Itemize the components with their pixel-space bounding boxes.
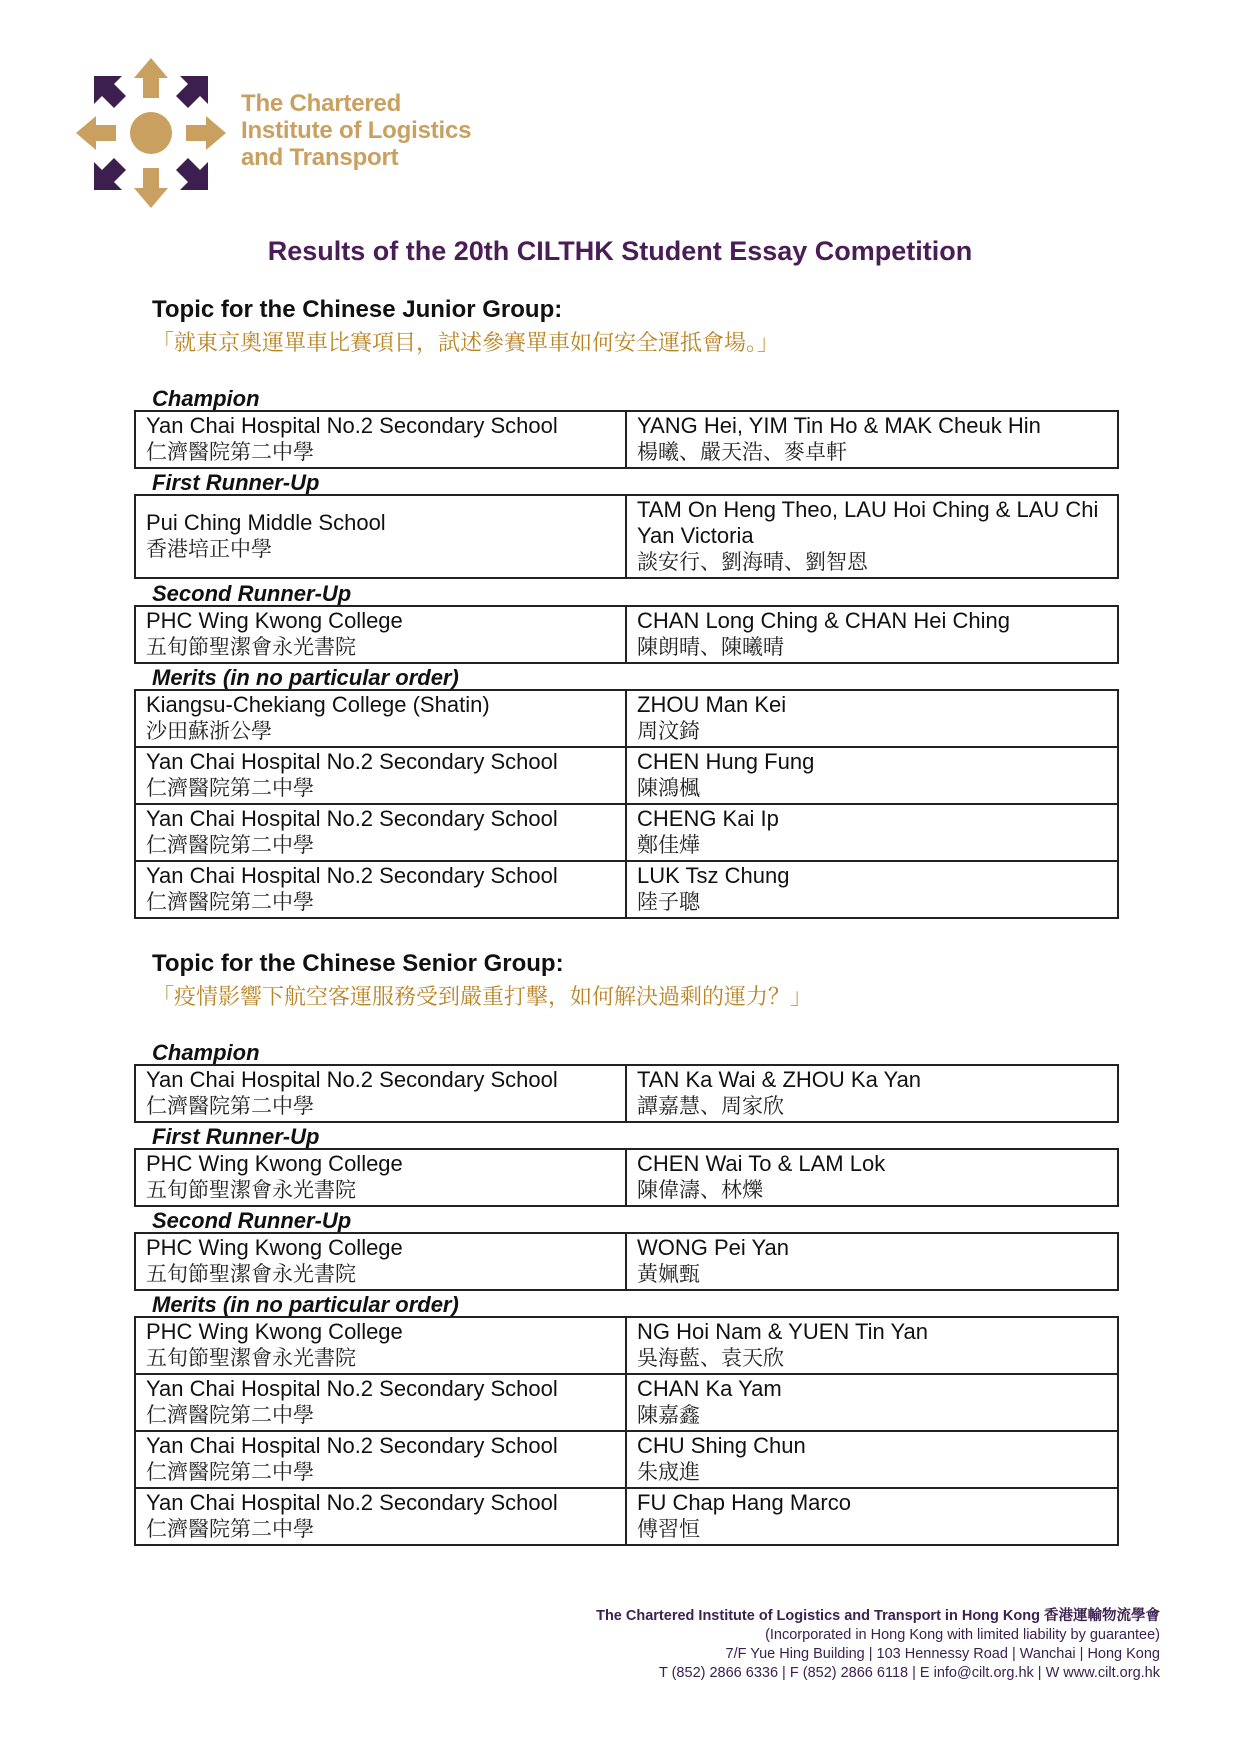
names-cell [627, 1375, 1117, 1430]
table-row [136, 1234, 1117, 1289]
footer-org-zh: 香港運輸物流學會 [1044, 1608, 1160, 1624]
table-row [136, 1373, 1117, 1430]
junior-champion-table [134, 410, 1119, 469]
footer-org-en: The Chartered Institute of Logistics and Transport in Hong Kong [596, 1608, 1040, 1624]
names-zh: 陳嘉鑫 [637, 1403, 700, 1427]
school-en: Yan Chai Hospital No.2 Secondary School [146, 1490, 558, 1515]
school-en: PHC Wing Kwong College [146, 1319, 403, 1344]
names-zh: 吳海藍、袁天欣 [637, 1346, 784, 1370]
school-zh: 仁濟醫院第二中學 [146, 833, 314, 857]
table-row [136, 746, 1117, 803]
names-zh: 鄭佳燁 [637, 833, 700, 857]
names-zh: 朱宬進 [637, 1460, 700, 1484]
names-en: CHEN Hung Fung [637, 749, 815, 774]
school-en: PHC Wing Kwong College [146, 1151, 403, 1176]
names-en: CHAN Long Ching & CHAN Hei Ching [637, 608, 1010, 633]
names-en: TAM On Heng Theo, LAU Hoi Ching & LAU Chi Yan Victoria [637, 497, 1099, 548]
school-zh: 仁濟醫院第二中學 [146, 1517, 314, 1541]
junior-champion-label: Champion [152, 386, 260, 411]
senior-merits-label: Merits (in no particular order) [152, 1292, 459, 1317]
table-row [136, 412, 1117, 467]
names-cell [627, 691, 1117, 746]
logo-wordmark [241, 90, 471, 171]
school-en: Kiangsu-Chekiang College (Shatin) [146, 692, 490, 717]
table-row [136, 691, 1117, 746]
school-cell [136, 748, 627, 803]
names-en: CHENG Kai Ip [637, 806, 779, 831]
names-cell [627, 1489, 1117, 1544]
school-zh: 仁濟醫院第二中學 [146, 1403, 314, 1427]
school-en: Yan Chai Hospital No.2 Secondary School [146, 1433, 558, 1458]
junior-second-label: Second Runner-Up [152, 581, 352, 606]
names-cell [627, 748, 1117, 803]
table-row [136, 496, 1117, 577]
names-cell [627, 496, 1117, 577]
senior-second-label: Second Runner-Up [152, 1208, 352, 1233]
names-en: TAN Ka Wai & ZHOU Ka Yan [637, 1067, 922, 1092]
table-row [136, 607, 1117, 662]
names-en: CHAN Ka Yam [637, 1376, 782, 1401]
names-zh: 陳偉濤、林爍 [637, 1178, 763, 1202]
junior-topic-label: Topic for the Chinese Junior Group: [152, 296, 563, 323]
names-cell [627, 1234, 1117, 1289]
cilt-logo-icon [74, 56, 228, 210]
table-row [136, 1487, 1117, 1544]
junior-first-table [134, 494, 1119, 579]
senior-topic-label: Topic for the Chinese Senior Group: [152, 950, 564, 977]
school-zh: 五旬節聖潔會永光書院 [146, 1178, 356, 1202]
school-cell [136, 496, 627, 577]
footer-address: 7/F Yue Hing Building | 103 Hennessy Road | Wanchai | Hong Kong [725, 1646, 1160, 1662]
school-zh: 仁濟醫院第二中學 [146, 1094, 314, 1118]
junior-second-table [134, 605, 1119, 664]
senior-second-table [134, 1232, 1119, 1291]
junior-merits-label: Merits (in no particular order) [152, 665, 459, 690]
school-cell [136, 862, 627, 917]
footer-org-line [596, 1607, 1160, 1626]
junior-merits-table [134, 689, 1119, 919]
names-zh: 周汶錡 [637, 719, 700, 743]
school-cell [136, 805, 627, 860]
table-row [136, 1430, 1117, 1487]
names-en: NG Hoi Nam & YUEN Tin Yan [637, 1319, 928, 1344]
school-en: Yan Chai Hospital No.2 Secondary School [146, 1376, 558, 1401]
school-en: Yan Chai Hospital No.2 Secondary School [146, 413, 558, 438]
senior-champion-table [134, 1064, 1119, 1123]
senior-champion-label: Champion [152, 1040, 260, 1065]
names-cell [627, 1432, 1117, 1487]
school-cell [136, 412, 627, 467]
school-zh: 五旬節聖潔會永光書院 [146, 635, 356, 659]
school-zh: 香港培正中學 [146, 537, 272, 561]
school-en: Yan Chai Hospital No.2 Secondary School [146, 863, 558, 888]
school-en: PHC Wing Kwong College [146, 608, 403, 633]
names-zh: 譚嘉慧、周家欣 [637, 1094, 784, 1118]
school-en: Yan Chai Hospital No.2 Secondary School [146, 806, 558, 831]
names-zh: 陸子聰 [637, 890, 700, 914]
table-row [136, 803, 1117, 860]
school-cell [136, 1150, 627, 1205]
logo-line-3: and Transport [241, 144, 399, 171]
school-cell [136, 1318, 627, 1373]
names-cell [627, 1318, 1117, 1373]
table-row [136, 860, 1117, 917]
names-zh: 陳朗晴、陳曦晴 [637, 635, 784, 659]
school-zh: 仁濟醫院第二中學 [146, 440, 314, 464]
footer [596, 1607, 1160, 1683]
names-en: WONG Pei Yan [637, 1235, 790, 1260]
names-en: YANG Hei, YIM Tin Ho & MAK Cheuk Hin [637, 413, 1041, 438]
table-row [136, 1066, 1117, 1121]
school-cell [136, 1375, 627, 1430]
school-zh: 仁濟醫院第二中學 [146, 776, 314, 800]
names-cell [627, 862, 1117, 917]
junior-first-label: First Runner-Up [152, 470, 320, 495]
school-en: PHC Wing Kwong College [146, 1235, 403, 1260]
footer-incorporation: (Incorporated in Hong Kong with limited liability by guarantee) [765, 1627, 1160, 1643]
table-row [136, 1150, 1117, 1205]
junior-topic-text: 「就東京奧運單車比賽項目，試述參賽單車如何安全運抵會場。」 [152, 331, 780, 356]
names-zh: 談安行、劉海晴、劉智恩 [637, 550, 868, 574]
school-cell [136, 1432, 627, 1487]
names-cell [627, 607, 1117, 662]
names-zh: 黃姵甄 [637, 1262, 700, 1286]
school-zh: 五旬節聖潔會永光書院 [146, 1262, 356, 1286]
school-cell [136, 1066, 627, 1121]
school-en: Pui Ching Middle School [146, 510, 386, 535]
names-cell [627, 1066, 1117, 1121]
logo-line-1: The Chartered [241, 90, 402, 117]
senior-merits-table [134, 1316, 1119, 1546]
senior-first-table [134, 1148, 1119, 1207]
school-cell [136, 607, 627, 662]
school-zh: 五旬節聖潔會永光書院 [146, 1346, 356, 1370]
footer-contact: T (852) 2866 6336 | F (852) 2866 6118 | E info@cilt.org.hk | W www.cilt.org.hk [658, 1665, 1160, 1681]
names-cell [627, 1150, 1117, 1205]
names-en: CHEN Wai To & LAM Lok [637, 1151, 886, 1176]
names-cell [627, 805, 1117, 860]
names-en: LUK Tsz Chung [637, 863, 790, 888]
logo-line-2: Institute of Logistics [241, 117, 472, 144]
school-cell [136, 691, 627, 746]
school-zh: 仁濟醫院第二中學 [146, 890, 314, 914]
names-zh: 陳鴻楓 [637, 776, 700, 800]
senior-first-label: First Runner-Up [152, 1124, 320, 1149]
school-cell [136, 1234, 627, 1289]
school-zh: 沙田蘇浙公學 [146, 719, 272, 743]
table-row [136, 1318, 1117, 1373]
names-en: FU Chap Hang Marco [637, 1490, 851, 1515]
senior-topic-text: 「疫情影響下航空客運服務受到嚴重打擊，如何解決過剩的運力？」 [152, 985, 813, 1010]
names-en: ZHOU Man Kei [637, 692, 787, 717]
school-zh: 仁濟醫院第二中學 [146, 1460, 314, 1484]
school-en: Yan Chai Hospital No.2 Secondary School [146, 1067, 558, 1092]
names-zh: 傅習恒 [637, 1517, 700, 1541]
names-cell [627, 412, 1117, 467]
names-en: CHU Shing Chun [637, 1433, 806, 1458]
school-cell [136, 1489, 627, 1544]
page-title: Results of the 20th CILTHK Student Essay Competition [267, 236, 973, 266]
names-zh: 楊曦、嚴天浩、麥卓軒 [637, 440, 847, 464]
school-en: Yan Chai Hospital No.2 Secondary School [146, 749, 558, 774]
